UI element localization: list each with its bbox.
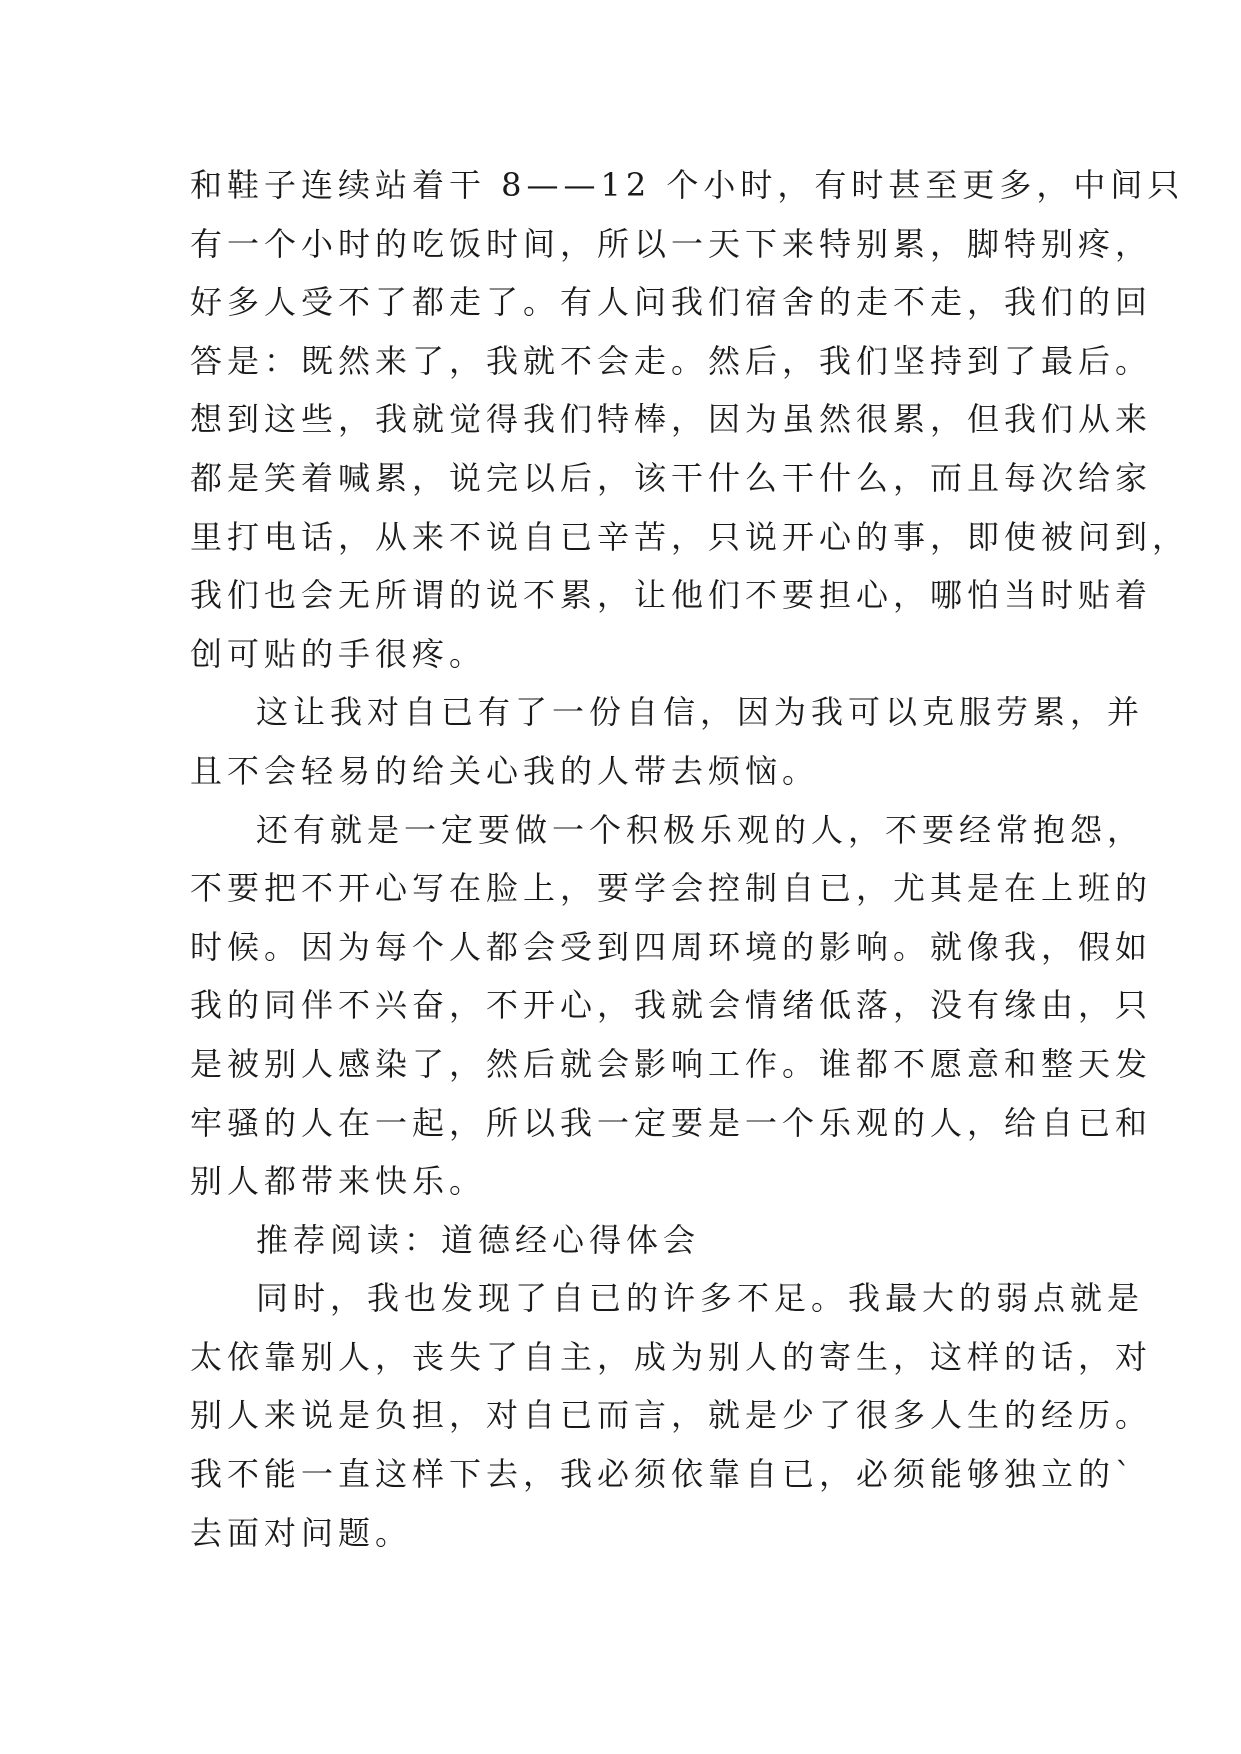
text-line: 里打电话，从来不说自已辛苦，只说开心的事，即使被问到， [190,517,1190,556]
text-line: 有一个小时的吃饭时间，所以一天下来特别累，脚特别疼， [190,224,1153,263]
text-line: 还有就是一定要做一个积极乐观的人，不要经常抱怨， [256,810,1145,849]
text-line: 我不能一直这样下去，我必须依靠自已，必须能够独立的` [190,1455,1137,1494]
text-line: 同时，我也发现了自已的许多不足。我最大的弱点就是 [256,1279,1145,1318]
text-line: 去面对问题。 [190,1513,413,1552]
text-line: 太依靠别人，丧失了自主，成为别人的寄生，这样的话，对 [190,1337,1153,1376]
text-line: 且不会轻易的给关心我的人带去烦恼。 [190,751,820,790]
text-line: 我们也会无所谓的说不累，让他们不要担心，哪怕当时贴着 [190,576,1153,615]
text-line: 牢骚的人在一起，所以我一定要是一个乐观的人，给自已和 [190,1103,1153,1142]
paragraph-3 [190,801,1153,1211]
text-line: 答是：既然来了，我就不会走。然后，我们坚持到了最后。 [190,341,1153,380]
paragraph-2 [190,683,1145,800]
text-line: 和鞋子连续站着干 8——12 个小时，有时甚至更多，中间只 [190,166,1185,204]
text-line: 都是笑着喊累，说完以后，该干什么干什么，而且每次给家 [190,458,1153,497]
recommended-reading [190,1211,1070,1270]
text-line: 好多人受不了都走了。有人问我们宿舍的走不走，我们的回 [190,283,1153,322]
paragraph-1 [190,156,1190,683]
text-line: 我的同伴不兴奋，不开心，我就会情绪低落，没有缘由，只 [190,986,1153,1025]
text-line: 不要把不开心写在脸上，要学会控制自已，尤其是在上班的 [190,869,1153,908]
text-line: 是被别人感染了，然后就会影响工作。谁都不愿意和整天发 [190,1044,1153,1083]
text-line: 创可贴的手很疼。 [190,634,487,673]
document-body [190,156,1190,1562]
paragraph-5 [190,1269,1153,1562]
text-line: 推荐阅读：道德经心得体会 [256,1220,701,1259]
text-line: 想到这些，我就觉得我们特棒，因为虽然很累，但我们从来 [190,400,1153,439]
text-line: 这让我对自已有了一份自信，因为我可以克服劳累，并 [256,693,1145,732]
text-line: 时候。因为每个人都会受到四周环境的影响。就像我，假如 [190,927,1153,966]
text-line: 别人来说是负担，对自已而言，就是少了很多人生的经历。 [190,1396,1153,1435]
text-line: 别人都带来快乐。 [190,1162,487,1201]
